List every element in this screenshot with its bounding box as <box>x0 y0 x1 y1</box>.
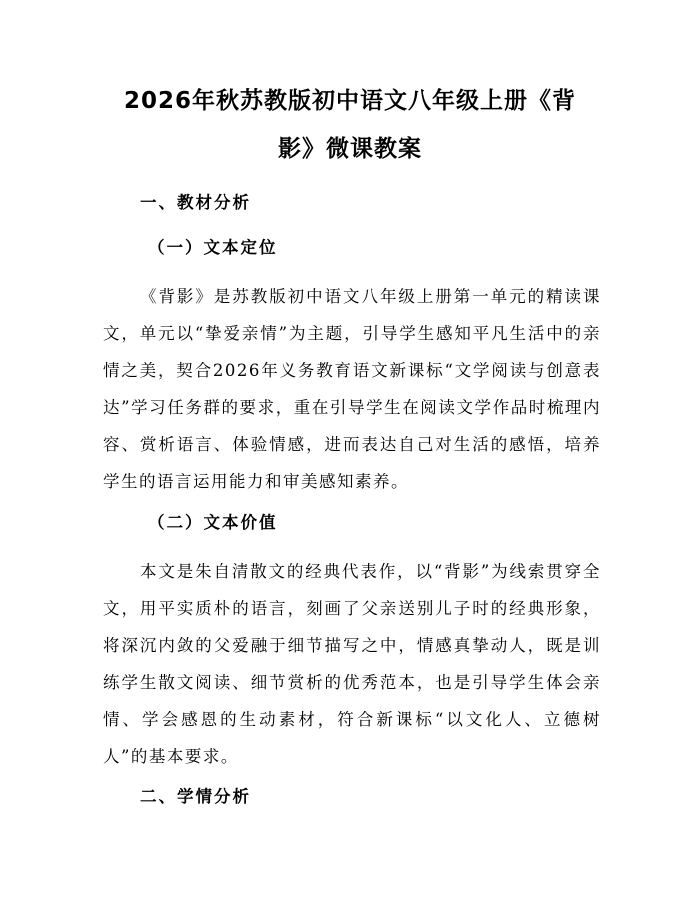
subsection-heading-text-positioning: （一）文本定位 <box>148 238 278 257</box>
subsection-heading-text-value: （二）文本价值 <box>148 513 278 532</box>
section-heading-learner-analysis: 二、学情分析 <box>140 787 251 806</box>
paragraph-text-value: 本文是朱自清散文的经典代表作，以“背影”为线索贯穿全文，用平实质朴的语言，刻画了父亲送别儿子时的经典形象，将深沉内敛的父爱融于细节描写之中，情感真挚动人，既是训练学生散文阅读、细节赏析的优秀范本，也是引导学生体会亲情、学会感恩的生动素材，符合新课标“以文化人、立德树人”的基本要求。 <box>103 562 601 766</box>
document-title-line-2: 影》微课教案 <box>278 136 422 162</box>
document-title-line-1: 2026年秋苏教版初中语文八年级上册《背 <box>123 88 576 114</box>
section-heading-teaching-material-analysis: 一、教材分析 <box>140 193 251 212</box>
paragraph-text-positioning: 《背影》是苏教版初中语文八年级上册第一单元的精读课文，单元以“挚爱亲情”为主题，引导学生感知平凡生活中的亲情之美，契合2026年义务教育语文新课标“文学阅读与创意表达”学习任务群的要求，重在引导学生在阅读文学作品时梳理内容、赏析语言、体验情感，进而表达自己对生活的感悟，培养学生的语言运用能力和审美感知素养。 <box>103 287 601 491</box>
